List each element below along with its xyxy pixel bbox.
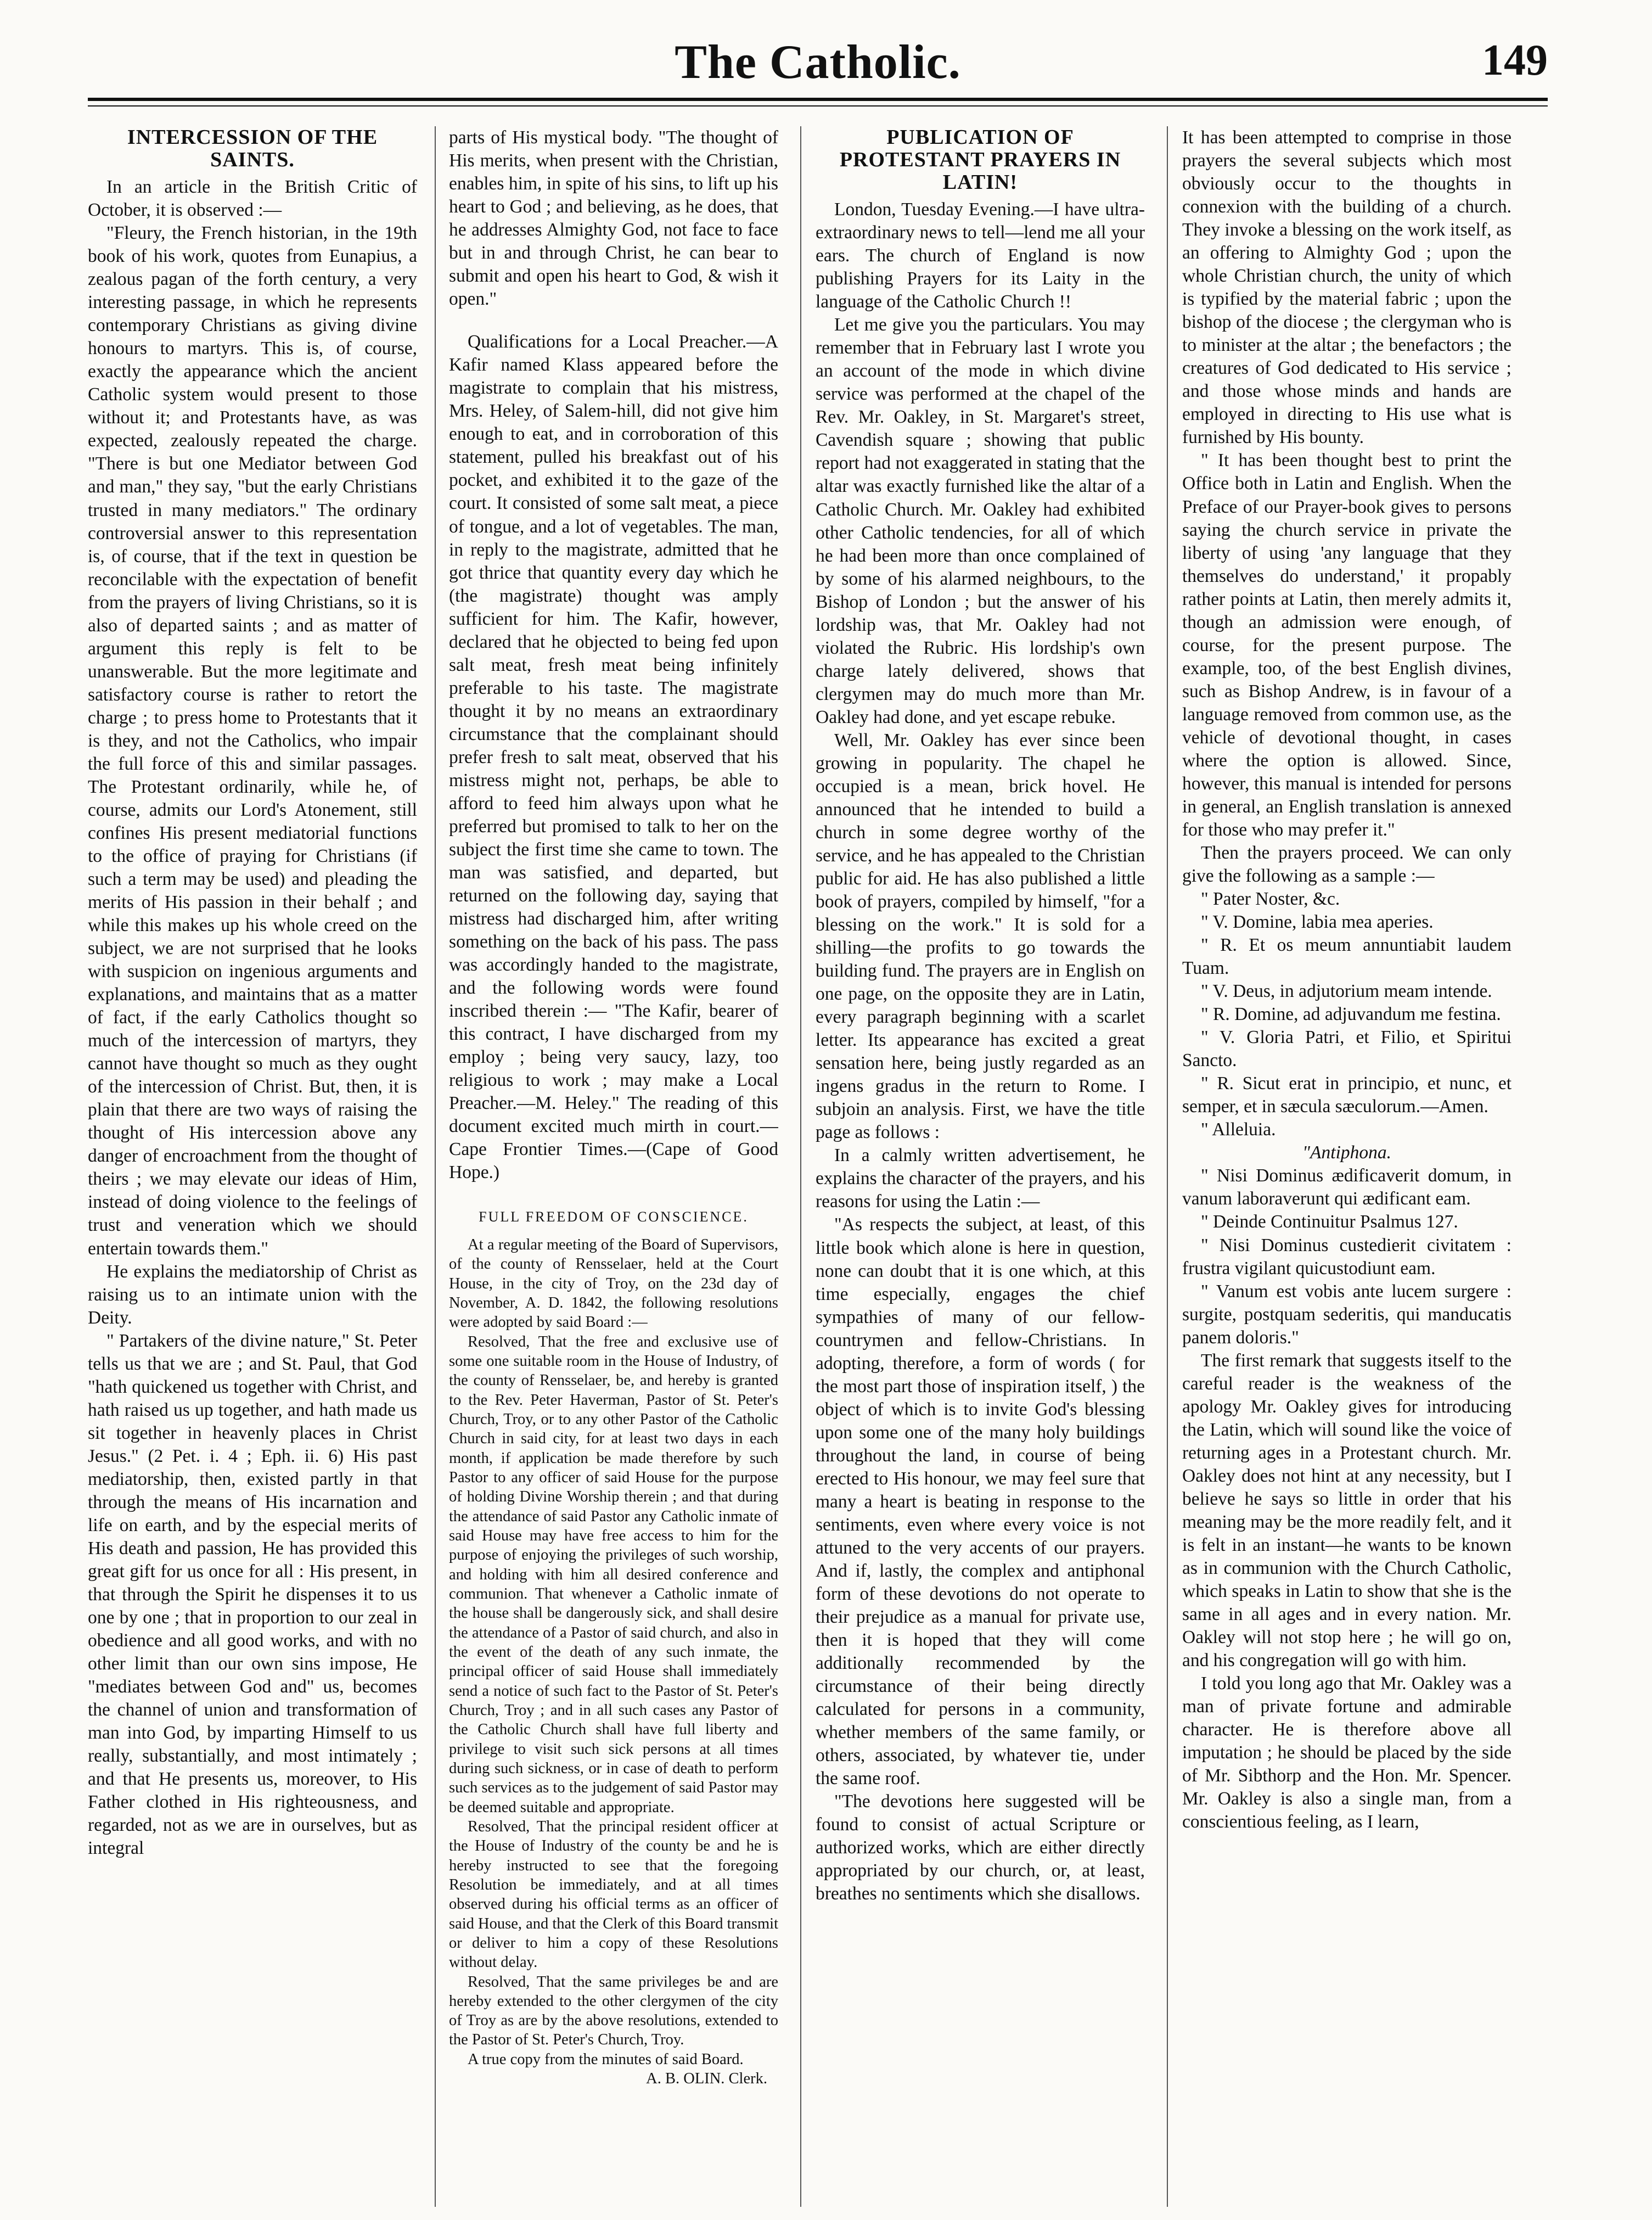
prayer-line: " Nisi Dominus ædificaverit domum, in vanum laboraverunt qui ædificant eam.: [1182, 1165, 1511, 1209]
masthead-rule-thick: [88, 98, 1548, 101]
article-heading: PUBLICATION OF PROTESTANT PRAYERS IN LATIN!: [839, 126, 1121, 194]
antiphona-heading: "Antiphona.: [1302, 1142, 1392, 1163]
spacer: [449, 311, 778, 330]
paragraph: "The devotions here suggested will be found to consist of actual Scripture or authorized works, which are either directly appropriated by our church, or, at least, breathes no sentiments which she disallows.: [816, 1791, 1145, 1904]
masthead-rule-thin: [88, 105, 1548, 106]
prayer-line: " Vanum est vobis ante lucem surgere : surgite, postquam sederitis, qui manducatis panem doloris.": [1182, 1281, 1511, 1348]
paragraph: Resolved, That the free and exclusive use of some one suitable room in the House of Industry, of the county of Rensselaer, be, and hereby is granted to the Rev. Peter Haverman, Pastor of St. Peter's Church, Troy, or to any other Pastor of the Catholic Church in said city, for at least two days in each month, if application be made therefore by such Pastor to any officer of said House for the purpose of holding Divine Worship therein ; and that during the attendance of said Pastor any Catholic inmate of said House may have free access to him for the purpose of enjoying the privileges of such worship, and holding with him all desired conference and communion. That whenever a Catholic inmate of the house shall be dangerously sick, and shall desire the attendance of a Pastor of said church, and also in the event of the death of any such inmate, the principal officer of said House shall immediately send a notice of such fact to the Pastor of St. Peter's Church, Troy ; and in all such cases any Pastor of the Catholic Church shall have full liberty and privilege to visit such sick persons at all times during such sickness, or in case of death to perform such services as to the judgement of said Pastor may be deemed suitable and appropriate.: [449, 1333, 778, 1816]
paragraph: "Fleury, the French historian, in the 19th book of his work, quotes from Eunapius, a zealous pagan of the forth century, a very interesting passage, in which he represents contemporary Christians as giving divine honours to martyrs. This is, of course, exactly the appearance which the ancient Catholic system would present to those without it; and Protestants have, as was expected, zealously repeated the charge. "There is but one Mediator between God and man," they say, "but the early Christians trusted in many mediators." The ordinary controversial answer to this representation is, of course, that if the text in question be reconcilable with the expectation of benefit from the prayers of living Christians, so it is also of departed saints ; and as matter of argument this reply is felt to be unanswerable. But the more legitimate and satisfactory course is rather to retort the charge ; to press home to Protestants that it is they, and not the Catholics, who impair the full force of this and similar passages. The Protestant ordinarily, while he, of course, admits our Lord's Atonement, still confines His present mediatorial functions to the office of praying for Christians (if such a term may be used) and pleading the merits of His passion in their behalf ; and while this makes up his whole creed on the subject, we are not surprised that he looks with suspicion on ingenious arguments and explanations, and maintains that as a matter of fact, if the early Catholics thought so much of the intercession of martyrs, they cannot have thought so much as they ought of the intercession of Christ. But, then, it is plain that there are two ways of raising the thought of His intercession above any danger of encroachment from the thought of theirs ; we may elevate our ideas of Him, instead of doing violence to the feelings of trust and veneration which we should entertain towards them.": [88, 223, 417, 1259]
paragraph: London, Tuesday Evening.—I have ultra-extraordinary news to tell—lend me all your ears. The church of England is now publishing Prayers for its Laity in the language of the Catholic Church !!: [816, 199, 1145, 312]
paragraph: parts of His mystical body. "The thought of His merits, when present with the Christian, enables him, in spite of his sins, to lift up his heart to God ; and believing, as he does, that he addresses Almighty God, not face to face but in and through Christ, he can bear to submit and open his heart to God, & wish it open.": [449, 127, 778, 310]
paragraph: In a calmly written advertisement, he explains the character of the prayers, and his reasons for using the Latin :—: [816, 1145, 1145, 1212]
masthead: [88, 30, 1548, 96]
paragraph: Well, Mr. Oakley has ever since been growing in popularity. The chapel he occupied is a mean, brick hovel. He announced that he intended to build a church in some degree worthy of the service, and he has appealed to the Christian public for aid. He has also published a little book of prayers, compiled by himself, "for a blessing on the work." It is sold for a shilling—the profits to go towards the building fund. The prayers are in English on one page, on the opposite they are in Latin, every paragraph beginning with a scarlet letter. Its appearance has excited a great sensation here, being justly regarded as an ingens gradus in the return to Rome. I subjoin an analysis. First, we have the title page as follows :: [816, 730, 1145, 1143]
article-heading: INTERCESSION OF THE SAINTS.: [127, 126, 378, 172]
column-4: [1182, 126, 1511, 2207]
paragraph: A true copy from the minutes of said Board.: [468, 2050, 744, 2068]
signature: A. B. OLIN. Clerk.: [646, 2070, 767, 2088]
paragraph: " It has been thought best to print the Office both in Latin and English. When the Preface of our Prayer-book gives to persons saying the church service in private the liberty of using 'any language that they themselves do understand,' it propably rather points at Latin, then merely admits it, though an admission were enough, of course, for the present purpose. The example, too, of the best English divines, such as Bishop Andrew, is in favour of a language removed from common use, as the vehicle of devotional thought, in cases where the option is allowed. Since, however, this manual is intended for persons in general, an English translation is annexed for those who may prefer it.": [1182, 450, 1511, 840]
column-3: [816, 126, 1145, 2207]
prayer-line: " Alleluia.: [1201, 1119, 1276, 1140]
paragraph: "As respects the subject, at least, of this little book which alone is here in question, none can doubt that it is one which, at this time especially, engages the chief sympathies of many of our fellow-countrymen and fellow-Christians. In adopting, therefore, a form of words ( for the most part those of inspiration itself, ) the object of which is to invite God's blessing upon some one of the many holy buildings throughout the land, in course of being erected to His honour, we may feel sure that many a heart is beating in response to the sentiments, even where every voice is not attuned to the very accents of our prayers. And if, lastly, the complex and antiphonal form of these devotions do not operate to their prejudice as a manual for private use, then it is hoped that they will come additionally recommended by the circumstance of their being directly calculated for persons in a community, whether members of the same family, or others, associated, by whatever tie, under the same roof.: [816, 1214, 1145, 1789]
paragraph: The first remark that suggests itself to the careful reader is the weakness of the apology Mr. Oakley gives for introducing the Latin, which will sound like the voice of returning ages in a Protestant church. Mr. Oakley does not hint at any necessity, but I believe he says so little in order that his meaning may be the more readily felt, and it is felt in an instant—he wants to be known as in communion with the Church Catholic, which speaks in Latin to show that she is the same in all ages and in every nation. Mr. Oakley will not stop here ; he will go on, and his congregation will go with him.: [1182, 1350, 1511, 1671]
newspaper-title: The Catholic.: [675, 36, 961, 89]
prayer-line: " V. Deus, in adjutorium meam intende.: [1201, 981, 1492, 1002]
paragraph: I told you long ago that Mr. Oakley was a man of private fortune and admirable character. He is therefore above all imputation ; he should be placed by the side of Mr. Sibthorp and the Hon. Mr. Spencer. Mr. Oakley is also a single man, from a conscientious feeling, as I learn,: [1182, 1673, 1511, 1832]
column-1: [88, 126, 417, 2207]
paragraph: It has been attempted to comprise in those prayers the several subjects which most obviously occur to the thoughts in connexion with the building of a church. They invoke a blessing on the work itself, as an offering to Almighty God ; upon the whole Christian church, the unity of which is typified by the material fabric ; upon the bishop of the diocese ; the clergyman who is to minister at the altar ; the benefactors ; the creatures of God dedicated to His service ; and those whose minds and hands are employed in directing to His use what is furnished by His bounty.: [1182, 127, 1511, 448]
paragraph: In an article in the British Critic of October, it is observed :—: [88, 177, 417, 221]
paragraph: Resolved, That the principal resident officer at the House of Industry of the county be and he is hereby instructed to see that the foregoing Resolution be immediately, and at all times observed during his official terms as an officer of said House, and that the Clerk of this Board transmit or deliver to him a copy of these Resolutions without delay.: [449, 1818, 778, 1971]
prayer-line: " Deinde Continuitur Psalmus 127.: [1201, 1212, 1458, 1232]
column-2: [449, 126, 778, 2207]
prayer-line: " Pater Noster, &c.: [1201, 889, 1340, 910]
resolutions-block: [449, 1235, 778, 2088]
prayer-line: " Nisi Dominus custedierit civitatem : frustra vigilant quicustodiunt eam.: [1182, 1235, 1511, 1279]
paragraph: Qualifications for a Local Preacher.—A Kafir named Klass appeared before the magistrate to complain that his mistress, Mrs. Heley, of Salem-hill, did not give him enough to eat, and in corroboration of this statement, pulled his breakfast out of his pocket, and exhibited it to the gaze of the court. It consisted of some salt meat, a piece of tongue, and a lot of vegetables. The man, in reply to the magistrate, admitted that he got thrice that quantity every day which he (the magistrate) thought was amply sufficient for him. The Kafir, however, declared that he objected to being fed upon salt meat, fresh meat being infinitely preferable to his taste. The magistrate thought it by no means an extraordinary circumstance that the complainant should prefer fresh to salt meat, observed that his mistress might not, perhaps, be able to afford to feed him always upon what he preferred but promised to talk to her on the subject the first time she came to town. The man was satisfied, and departed, but returned on the following day, saying that mistress had discharged him, after writing something on the back of his pass. The pass was accordingly handed to the magistrate, and the following words were found inscribed therein :— "The Kafir, bearer of this contract, I have discharged from my employ ; being very saucy, lazy, too religious to work ; may make a Local Preacher.—M. Heley." The reading of this document excited much mirth in court.—Cape Frontier Times.—(Cape of Good Hope.): [449, 332, 778, 1183]
prayer-line: " R. Domine, ad adjuvandum me festina.: [1201, 1004, 1501, 1025]
prayer-line: " R. Et os meum annuntiabit laudem Tuam.: [1182, 935, 1511, 979]
paragraph: Resolved, That the same privileges be and are hereby extended to the other clergymen of the city of Troy as are by the above resolutions, extended to the Pastor of St. Peter's Church, Troy.: [449, 1973, 778, 2049]
page-number: 149: [1482, 36, 1548, 85]
paragraph: He explains the mediatorship of Christ as raising us to an intimate union with the Deity.: [88, 1261, 417, 1328]
paragraph: Then the prayers proceed. We can only give the following as a sample :—: [1182, 842, 1511, 886]
column-divider: [435, 126, 436, 2207]
prayer-line: " R. Sicut erat in principio, et nunc, et semper, et in sæcula sæculorum.—Amen.: [1182, 1073, 1511, 1117]
paragraph: Let me give you the particulars. You may remember that in February last I wrote you an account of the mode in which divine service was performed at the chapel of the Rev. Mr. Oakley, in St. Margaret's street, Cavendish square ; showing that public report had not exaggerated in stating that the altar was exactly furnished like the altar of a Catholic Church. Mr. Oakley had exhibited other Catholic tendencies, for all of which he had been more than once complained of by some of his alarmed neighbours, to the Bishop of London ; but the answer of his lordship was, that Mr. Oakley had not violated the Rubric. His lordship's own charge lately delivered, shows that clergymen may do much more than Mr. Oakley had done, and yet escape rebuke.: [816, 315, 1145, 727]
column-divider: [800, 126, 801, 2207]
prayer-line: " V. Domine, labia mea aperies.: [1201, 912, 1434, 933]
article-subheading: FULL FREEDOM OF CONSCIENCE.: [479, 1209, 749, 1225]
column-divider: [1167, 126, 1168, 2207]
latin-prayers: [1182, 888, 1511, 1349]
paragraph: At a regular meeting of the Board of Supervisors, of the county of Rensselaer, held at the Court House, in the city of Troy, on the 23d day of November, A. D. 1842, the following resolutions were adopted by said Board :—: [449, 1236, 778, 1331]
prayer-line: " V. Gloria Patri, et Filio, et Spiritui Sancto.: [1182, 1027, 1511, 1071]
paragraph: " Partakers of the divine nature," St. Peter tells us that we are ; and St. Paul, that God "hath quickened us together with Christ, and hath raised us up together, and hath made us sit together in heavenly places in Christ Jesus." (2 Pet. i. 4 ; Eph. ii. 6) His past mediatorship, then, existed partly in that through the means of His incarnation and life on earth, and by the especial merits of His death and passion, He has provided this great gift for us once for all : His present, in that through the Spirit he dispenses it to us one by one ; that in proportion to our zeal in obedience and all good works, and with no other limit than our own sins impose, He "mediates between God and" us, becomes the channel of union and transformation of man into God, by imparting Himself to us really, substantially, and most intimately ; and that He presents us, moreover, to His Father clothed in His righteousness, and regarded, not as we are in ourselves, but as integral: [88, 1330, 417, 1859]
